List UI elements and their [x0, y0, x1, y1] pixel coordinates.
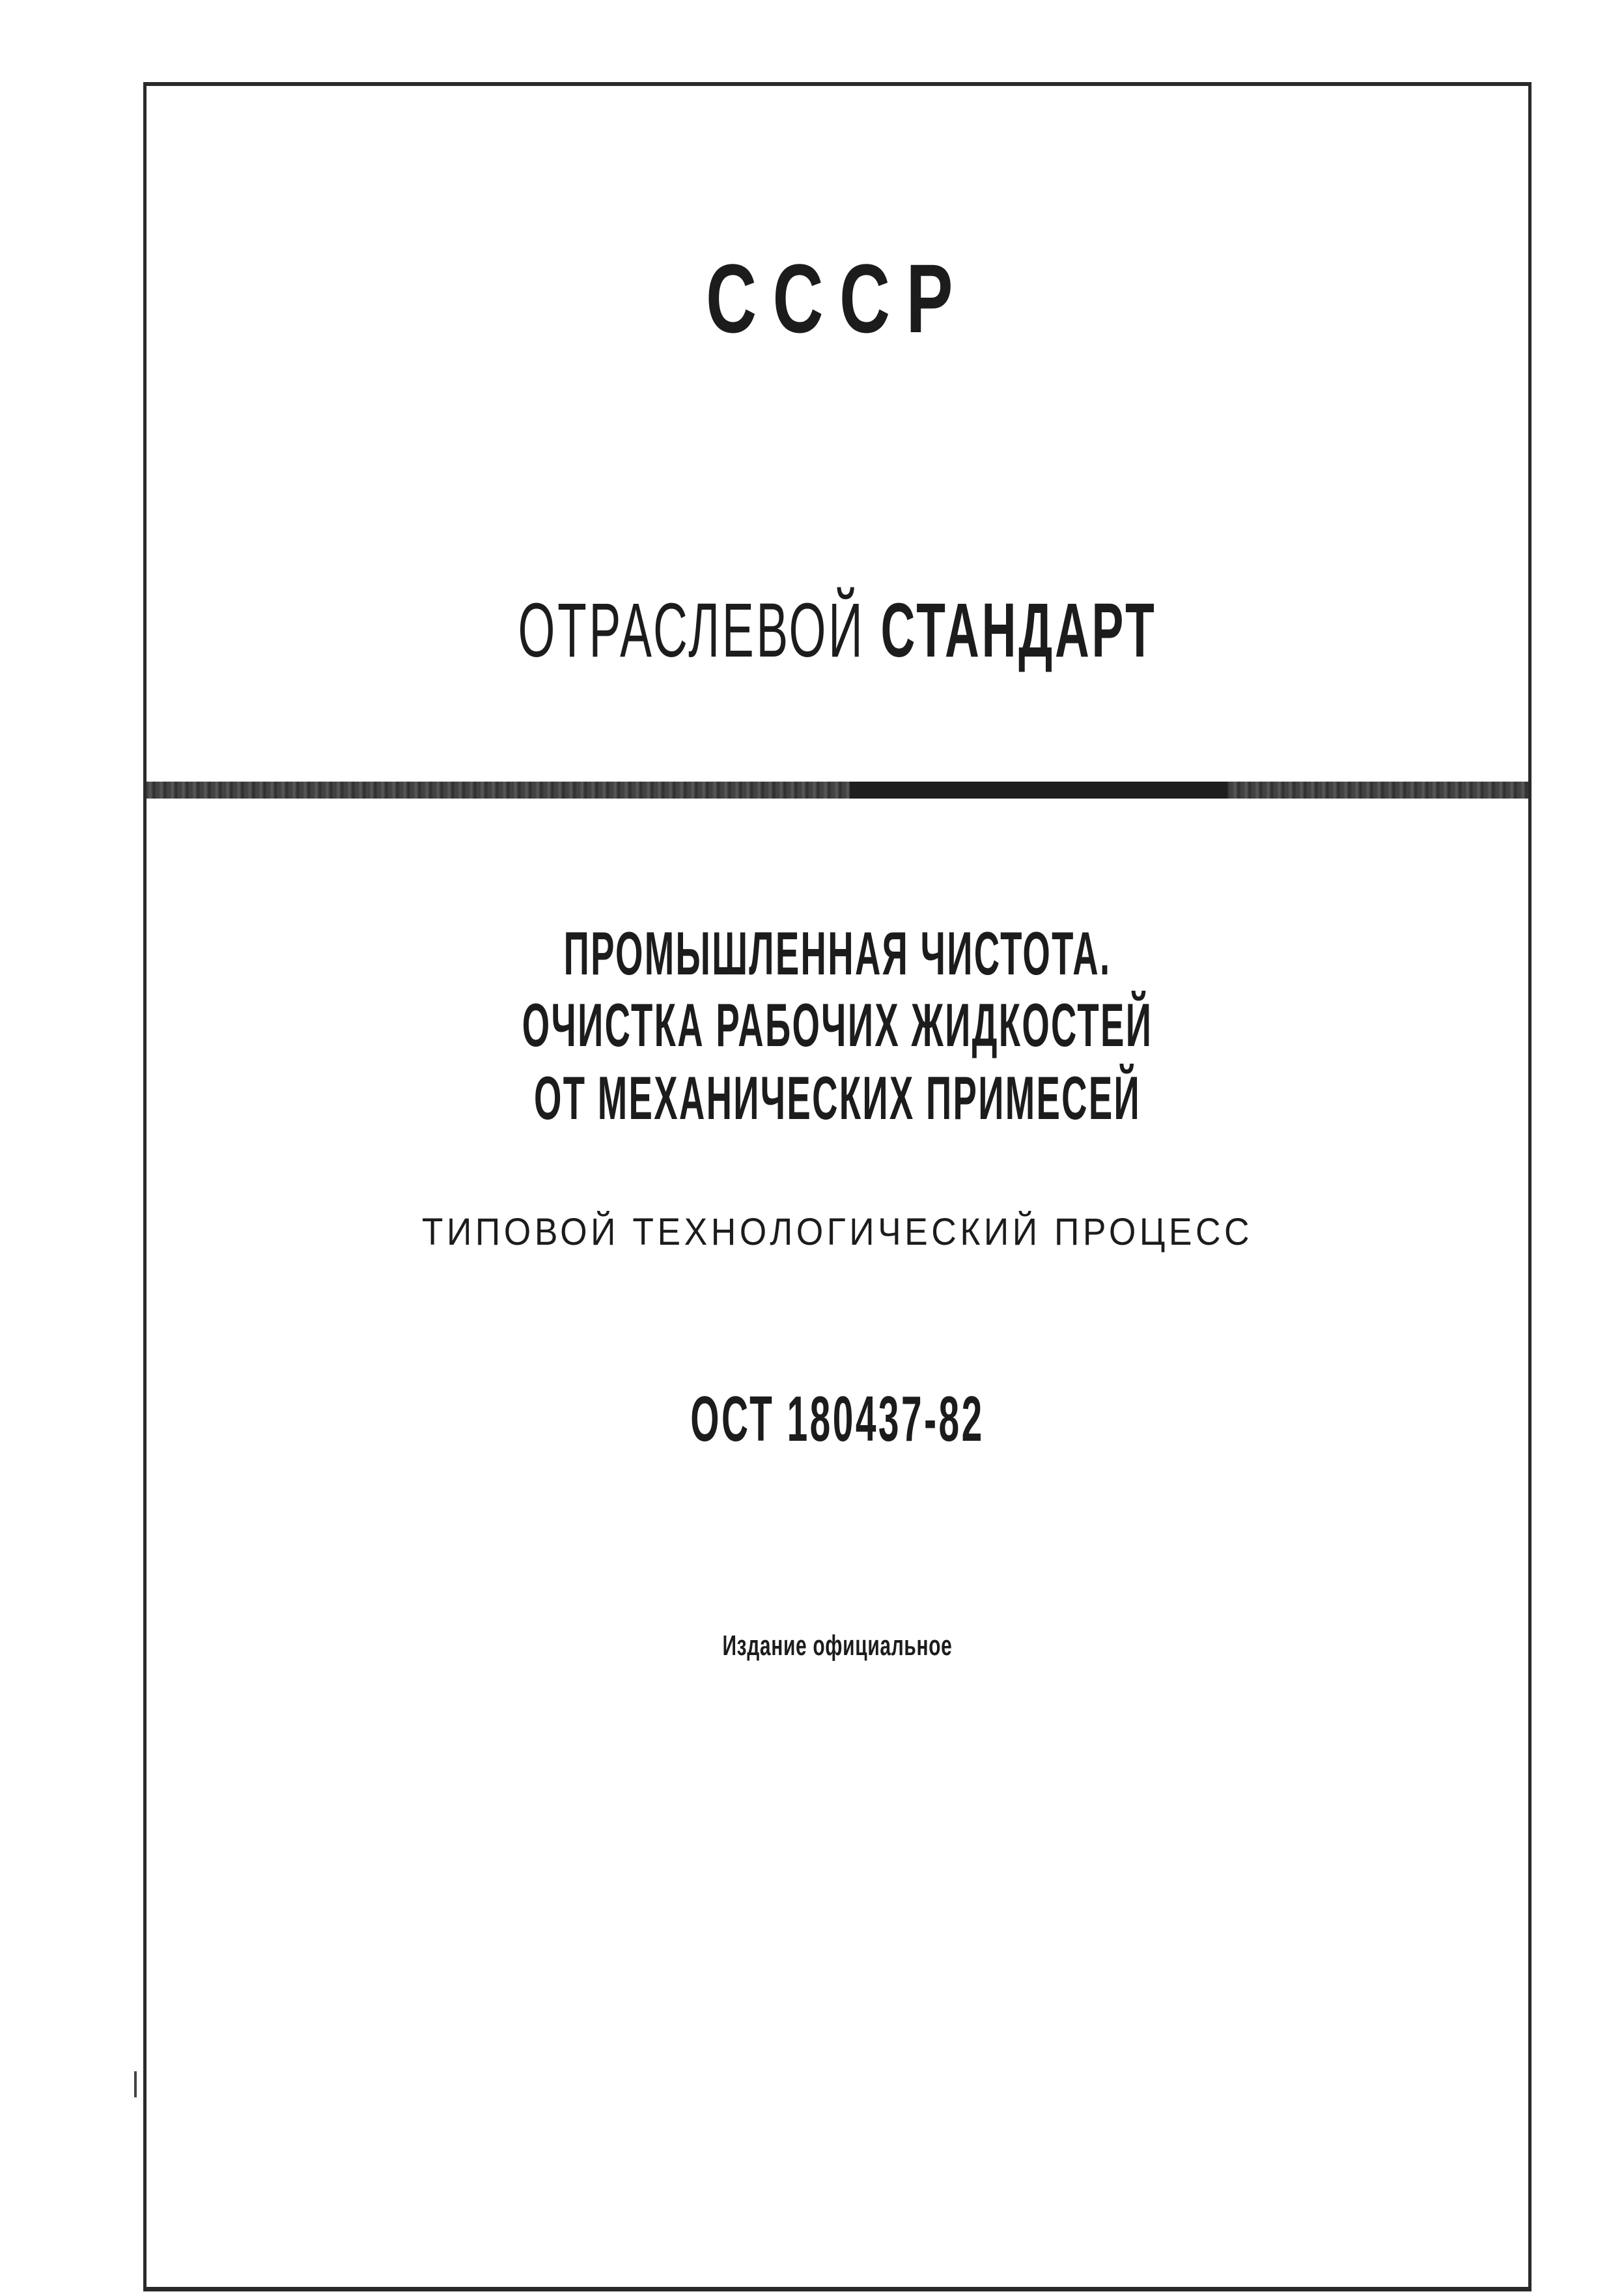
- section-divider-dark-segment: [850, 782, 1227, 799]
- section-divider: [147, 782, 1528, 799]
- standard-type-word2: СТАНДАРТ: [880, 588, 1157, 673]
- country-heading: СССР: [706, 244, 969, 353]
- title-line-1: ПРОМЫШЛЕННАЯ ЧИСТОТА.: [563, 919, 1112, 987]
- document-frame: [143, 82, 1532, 2291]
- scan-speck: [134, 2071, 137, 2097]
- document-subtitle: ТИПОВОЙ ТЕХНОЛОГИЧЕСКИЙ ПРОЦЕСС: [421, 1211, 1253, 1253]
- standard-type-heading: [409, 586, 1266, 675]
- title-line-2: ОЧИСТКА РАБОЧИХ ЖИДКОСТЕЙ: [522, 991, 1153, 1059]
- edition-note: Издание официальное: [722, 1630, 953, 1662]
- standard-type-word1: ОТРАСЛЕВОЙ: [518, 588, 865, 673]
- document-code: ОСТ 180437-82: [690, 1383, 985, 1454]
- title-line-3: ОТ МЕХАНИЧЕСКИХ ПРИМЕСЕЙ: [533, 1064, 1141, 1132]
